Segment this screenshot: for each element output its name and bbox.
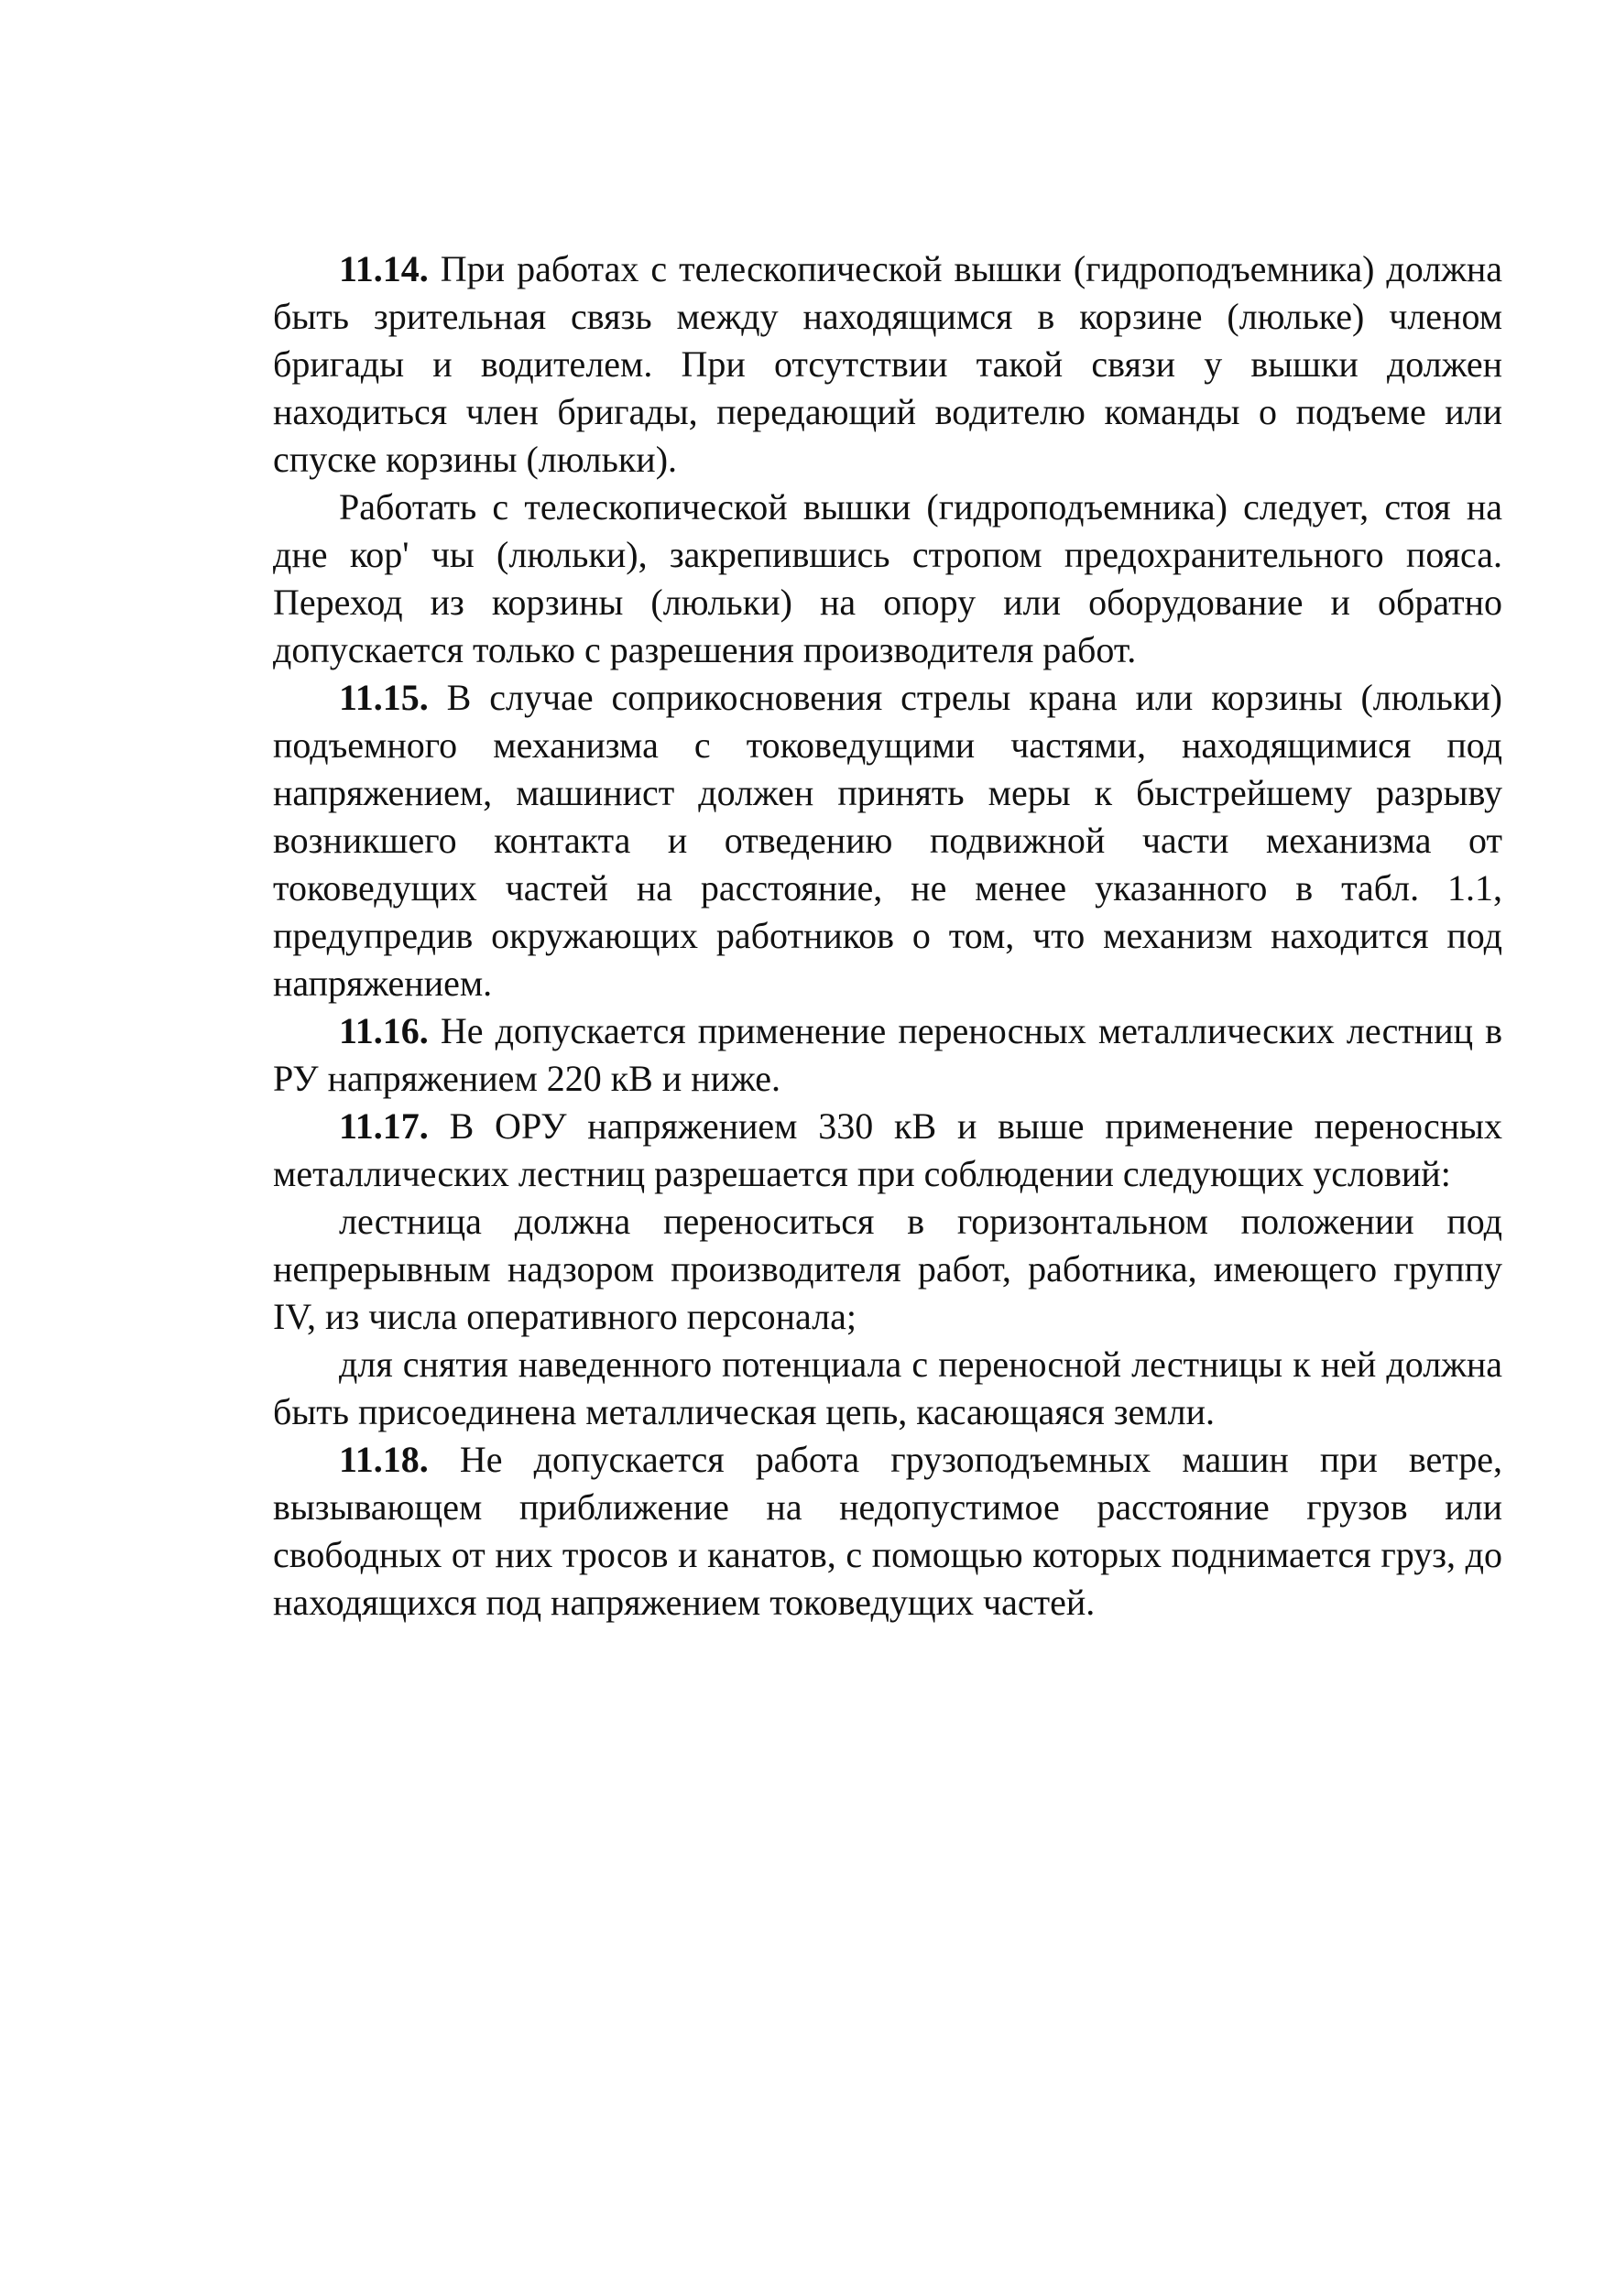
paragraph-number: 11.14. [339,248,429,289]
paragraph-11-17-condition-2 [273,1341,1502,1436]
paragraph-11-14-continued [273,484,1502,674]
paragraph-number: 11.17. [339,1105,429,1147]
paragraph-text: Не допускается применение переносных металлических лестниц в РУ напряжением 220 кВ и ниже. [273,1010,1502,1099]
paragraph-11-15 [273,674,1502,1007]
paragraph-text: В случае соприкосновения стрелы крана или корзины (люльки) подъемного механизма с токоведущими частями, находящимися под напряжением, машинист должен принять меры к быстрейшему разрыву возникшего контакта и отведению подвижной части механизма от токоведущих частей на расстояние, не менее указанного в табл. 1.1, предупредив окружающих работников о том, что механизм находится под напряжением. [273,677,1502,1004]
paragraph-text: Работать с телескопической вышки (гидроподъемника) следует, стоя на дне кор' чы (люльки), закрепившись стропом предохранительного пояса. Переход из корзины (люльки) на опору или оборудование и обратно допускается только с разрешения производителя работ. [273,486,1502,670]
paragraph-11-17 [273,1103,1502,1198]
paragraph-11-17-condition-1 [273,1198,1502,1341]
paragraph-number: 11.15. [339,677,429,718]
paragraph-11-14 [273,245,1502,484]
paragraph-text: При работах с телескопической вышки (гидроподъемника) должна быть зрительная связь между находящимся в корзине (люльке) членом бригады и водителем. При отсутствии такой связи у вышки должен находиться член бригады, передающий водителю команды о подъеме или спуске корзины (люльки). [273,248,1502,480]
paragraph-number: 11.18. [339,1439,429,1480]
document-body [273,245,1502,1627]
paragraph-number: 11.16. [339,1010,429,1051]
paragraph-11-16 [273,1007,1502,1103]
paragraph-text: лестница должна переноситься в горизонтальном положении под непрерывным надзором производителя работ, работника, имеющего группу IV, из числа оперативного персонала; [273,1201,1502,1337]
paragraph-text: В ОРУ напряжением 330 кВ и выше применение переносных металлических лестниц разрешается при соблюдении следующих условий: [273,1105,1502,1194]
paragraph-11-18 [273,1436,1502,1627]
paragraph-text: Не допускается работа грузоподъемных машин при ветре, вызывающем приближение на недопустимое расстояние грузов или свободных от них тросов и канатов, с помощью которых поднимается груз, до находящихся под напряжением токоведущих частей. [273,1439,1502,1623]
paragraph-text: для снятия наведенного потенциала с переносной лестницы к ней должна быть присоединена металлическая цепь, касающаяся земли. [273,1344,1502,1432]
